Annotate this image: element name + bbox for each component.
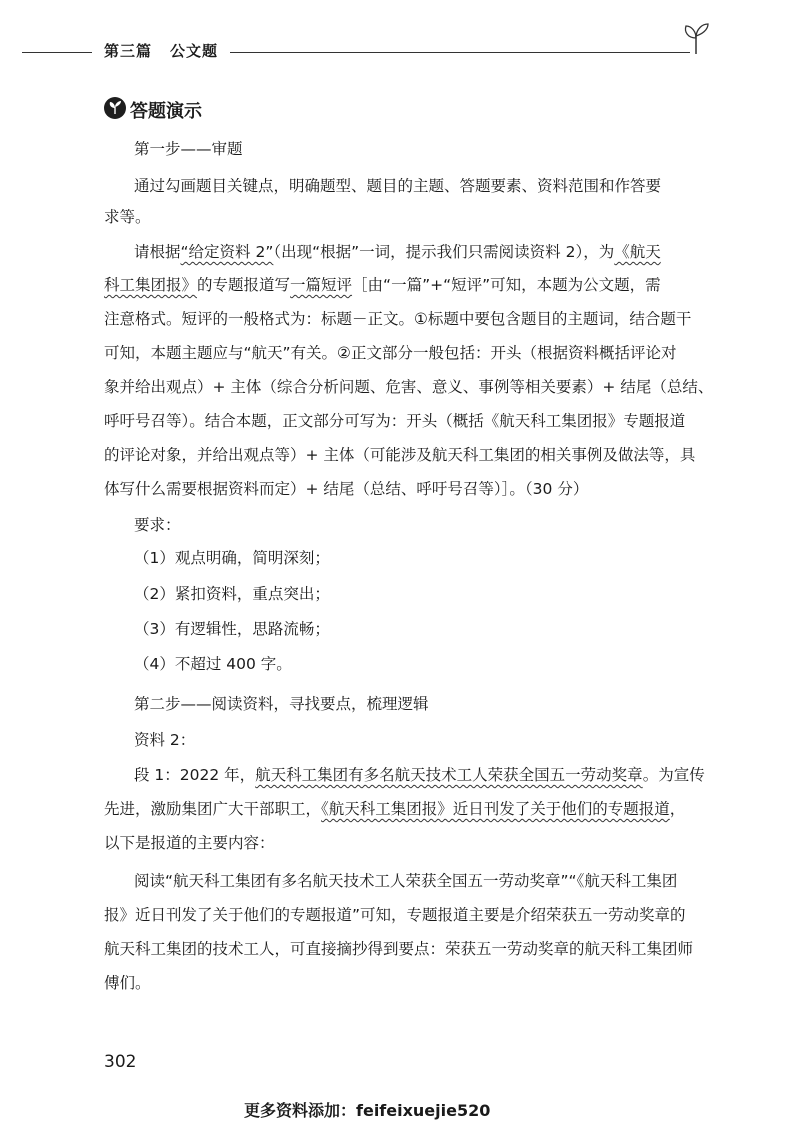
analysis-line2: 报》近日刊发了关于他们的专题报道”可知，专题报道主要是介绍荣获五一劳动奖章的 bbox=[104, 906, 686, 924]
question-line7: 的评论对象，并给出观点等）+ 主体（可能涉及航天科工集团的相关事例及做法等，具 bbox=[104, 446, 696, 464]
question-line2: 科工集团报》的专题报道写一篇短评［由“一篇”+“短评”可知，本题为公文题，需 bbox=[104, 276, 661, 294]
analysis-line3: 航天科工集团的技术工人，可直接摘抄得到要点：荣获五一劳动奖章的航天科工集团师 bbox=[104, 940, 694, 958]
question-line6: 呼吁号召等）。结合本题，正文部分可写为：开头（概括《航天科工集团报》专题报道 bbox=[104, 412, 686, 430]
page-number: 302 bbox=[104, 1052, 137, 1072]
section-leaf-icon bbox=[104, 97, 126, 119]
header-rule-right bbox=[230, 52, 690, 53]
question-line3: 注意格式。短评的一般格式为：标题－正文。①标题中要包含题目的主题词，结合题干 bbox=[104, 310, 692, 328]
step1-intro-line2: 求等。 bbox=[104, 208, 151, 226]
requirement-item: （4）不超过 400 字。 bbox=[134, 655, 292, 673]
header-chapter: 公文题 bbox=[170, 42, 219, 60]
requirement-item: （1）观点明确，简明深刻； bbox=[134, 549, 330, 567]
header-rule-left bbox=[22, 52, 92, 53]
material-para1-line3: 以下是报道的主要内容： bbox=[104, 834, 275, 852]
requirements-label: 要求： bbox=[134, 516, 181, 534]
material-para1-line2: 先进，激励集团广大干部职工，《航天科工集团报》近日刊发了关于他们的专题报道， bbox=[104, 800, 686, 818]
question-line1: 请根据“给定资料 2”（出现“根据”一词，提示我们只需阅读资料 2），为《航天 bbox=[134, 243, 661, 261]
section-title: 答题演示 bbox=[130, 101, 202, 122]
material-label: 资料 2： bbox=[134, 731, 196, 749]
step2-title: 第二步——阅读资料，寻找要点，梳理逻辑 bbox=[134, 695, 429, 713]
material-para1-line1: 段 1：2022 年，航天科工集团有多名航天技术工人荣获全国五一劳动奖章。为宣传 bbox=[134, 766, 705, 784]
sprout-icon bbox=[676, 20, 716, 56]
requirement-item: （2）紧扣资料，重点突出； bbox=[134, 585, 330, 603]
step1-intro-line1: 通过勾画题目关键点，明确题型、题目的主题、答题要素、资料范围和作答要 bbox=[134, 177, 662, 195]
step1-title: 第一步——审题 bbox=[134, 140, 243, 158]
header-part: 第三篇 bbox=[104, 42, 153, 60]
analysis-line4: 傅们。 bbox=[104, 974, 151, 992]
requirement-item: （3）有逻辑性，思路流畅； bbox=[134, 620, 330, 638]
analysis-line1: 阅读“航天科工集团有多名航天技术工人荣获全国五一劳动奖章”“《航天科工集团 bbox=[134, 872, 678, 890]
question-line4: 可知，本题主题应与“航天”有关。②正文部分一般包括：开头（根据资料概括评论对 bbox=[104, 344, 677, 362]
footer-note: 更多资料添加：feifeixuejie520 bbox=[244, 1101, 491, 1120]
question-line5: 象并给出观点）+ 主体（综合分析问题、危害、意义、事例等相关要素）+ 结尾（总结、 bbox=[104, 378, 714, 396]
question-line8: 体写什么需要根据资料而定）+ 结尾（总结、呼吁号召等）］。（30 分） bbox=[104, 480, 589, 498]
